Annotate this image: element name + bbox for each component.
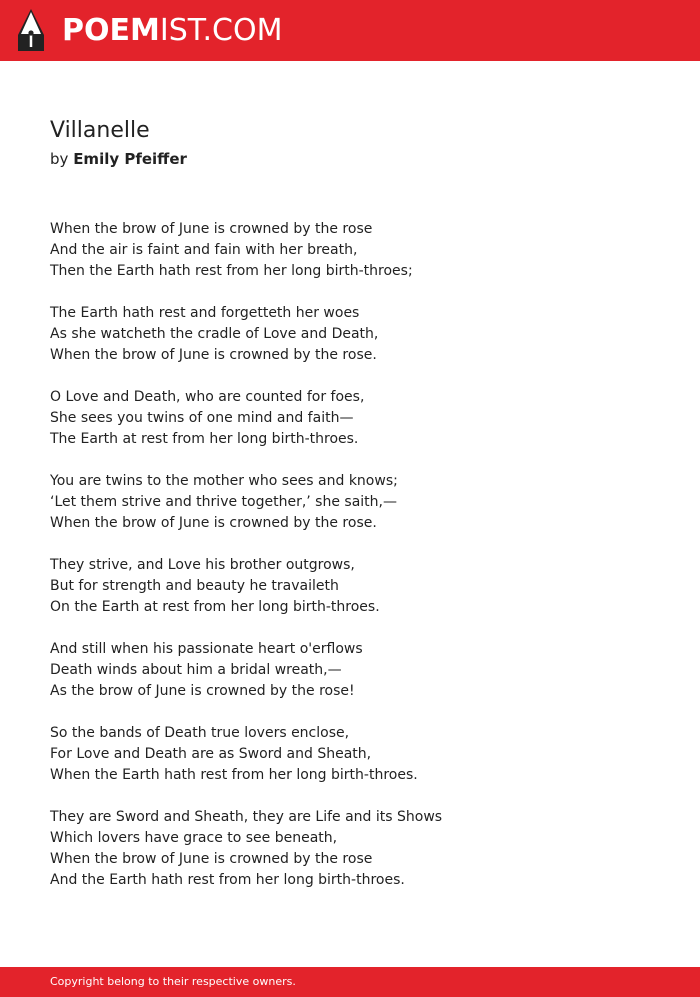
poem-line: Which lovers have grace to see beneath, <box>50 830 338 846</box>
stanza <box>50 723 670 786</box>
poem-line: For Love and Death are as Sword and Sheath, <box>50 746 372 762</box>
by-label: by <box>50 150 69 168</box>
poem-line: When the brow of June is crowned by the rose <box>50 221 373 237</box>
poem-line: As she watcheth the cradle of Love and Death, <box>50 326 379 342</box>
poem-line: The Earth hath rest and forgetteth her woes <box>50 305 360 321</box>
poem-line: Death winds about him a bridal wreath,— <box>50 662 342 678</box>
logo-light-text: IST.COM <box>159 13 283 48</box>
poem-line: And the Earth hath rest from her long birth-throes. <box>50 872 405 888</box>
poem-line: They are Sword and Sheath, they are Life and its Shows <box>50 809 443 825</box>
poem-line: ‘Let them strive and thrive together,’ she saith,— <box>50 494 397 510</box>
poem-line: When the Earth hath rest from her long birth-throes. <box>50 767 418 783</box>
poem-line: They strive, and Love his brother outgrows, <box>50 557 355 573</box>
stanza <box>50 639 670 702</box>
stanza <box>50 471 670 534</box>
poem-title: Villanelle <box>50 118 150 143</box>
poem-line: Then the Earth hath rest from her long birth-throes; <box>50 263 413 279</box>
poem-line: And the air is faint and fain with her breath, <box>50 242 358 258</box>
logo-bold-text: POEM <box>62 13 160 48</box>
poem-body <box>50 219 670 912</box>
stanza <box>50 219 670 282</box>
author-name[interactable]: Emily Pfeiffer <box>73 150 187 168</box>
poem-line: The Earth at rest from her long birth-throes. <box>50 431 359 447</box>
poem-line: She sees you twins of one mind and faith— <box>50 410 354 426</box>
poem-line: As the brow of June is crowned by the rose! <box>50 683 355 699</box>
site-header <box>0 0 700 61</box>
poem-line: And still when his passionate heart o'erflows <box>50 641 363 657</box>
site-logo-text[interactable] <box>62 13 282 49</box>
stanza <box>50 387 670 450</box>
stanza <box>50 555 670 618</box>
poem-line: So the bands of Death true lovers enclose, <box>50 725 350 741</box>
stanza <box>50 303 670 366</box>
poem-line: When the brow of June is crowned by the rose <box>50 851 373 867</box>
poem-line: On the Earth at rest from her long birth-throes. <box>50 599 380 615</box>
poem-line: You are twins to the mother who sees and knows; <box>50 473 398 489</box>
pen-nib-logo-icon[interactable] <box>18 9 44 51</box>
poem-line: When the brow of June is crowned by the rose. <box>50 347 377 363</box>
poem-line: But for strength and beauty he travaileth <box>50 578 339 594</box>
stanza <box>50 807 670 891</box>
poem-line: When the brow of June is crowned by the rose. <box>50 515 377 531</box>
poem-line: O Love and Death, who are counted for foes, <box>50 389 365 405</box>
site-footer <box>0 967 700 997</box>
byline <box>50 148 187 170</box>
copyright-text: Copyright belong to their respective owners. <box>50 975 296 988</box>
